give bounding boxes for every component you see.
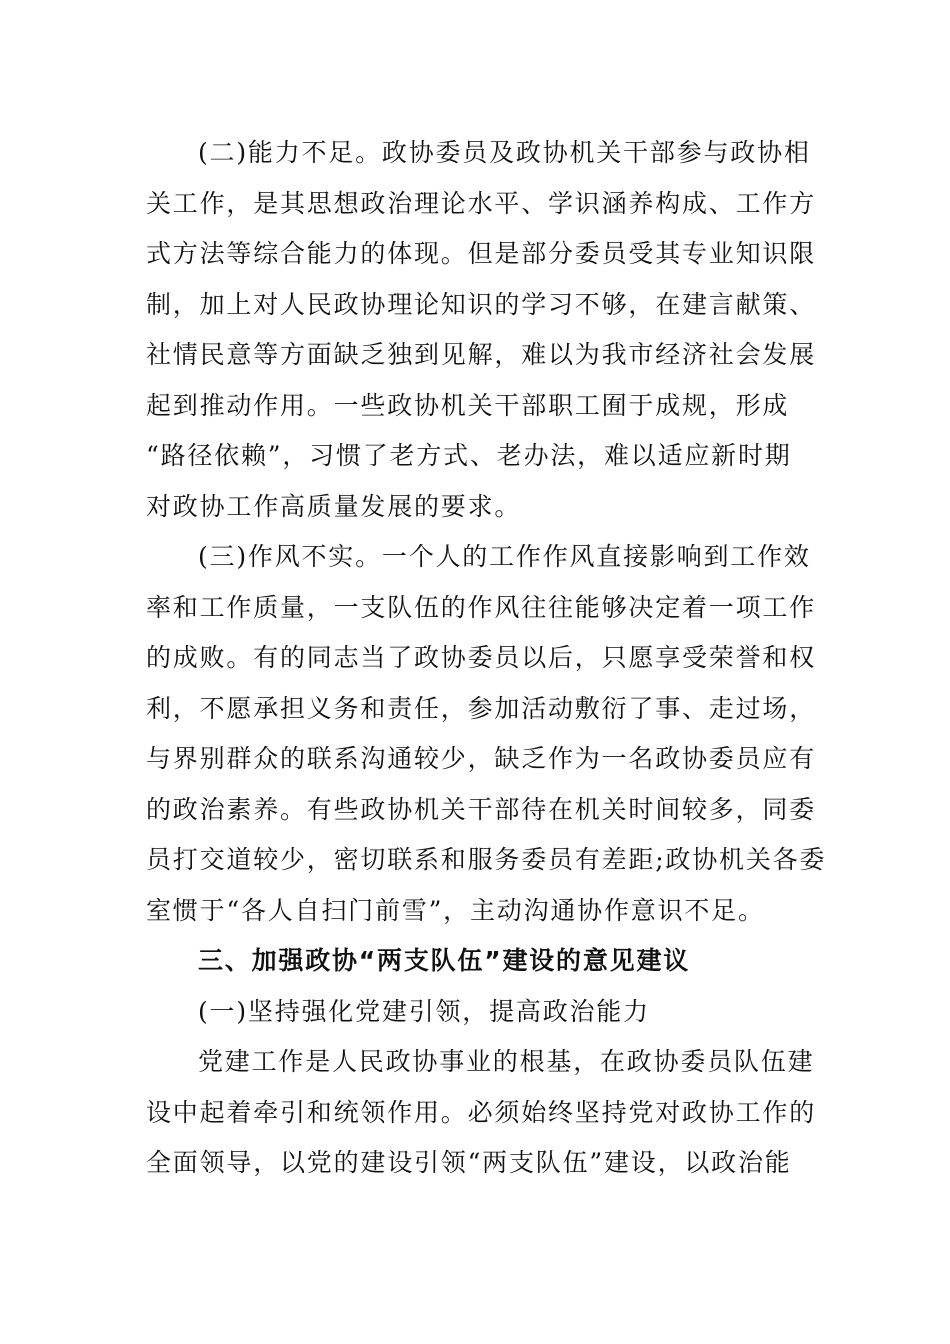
paragraph-line: 起到推动作用。一些政协机关干部职工囿于成规，形成 [146, 390, 790, 420]
paragraph-line: 率和工作质量，一支队伍的作风往往能够决定着一项工作 [146, 592, 817, 622]
paragraph-line: 与界别群众的联系沟通较少，缺乏作为一名政协委员应有 [146, 744, 817, 773]
paragraph-line: 的成败。有的同志当了政协委员以后，只愿享受荣誉和权 [146, 643, 817, 672]
subsection-heading: (一)坚持强化党建引领，提高政治能力 [198, 996, 650, 1026]
paragraph-line: 制，加上对人民政协理论知识的学习不够，在建言献策、 [146, 289, 817, 319]
document-body [146, 128, 827, 1189]
paragraph-line: 党建工作是人民政协事业的根基，在政协委员队伍建 [198, 1047, 815, 1076]
paragraph-line: “路径依赖”，习惯了老方式、老办法，难以适应新时期 [146, 441, 792, 470]
paragraph-line: 关工作，是其思想政治理论水平、学识涵养构成、工作方 [146, 188, 817, 218]
paragraph-line: 社情民意等方面缺乏独到见解，难以为我市经济社会发展 [146, 340, 817, 369]
paragraph-line: 全面领导，以党的建设引领“两支队伍”建设，以政治能 [146, 1148, 792, 1177]
paragraph-line: (三)作风不实。一个人的工作作风直接影响到工作效 [198, 542, 811, 571]
paragraph-line: 的政治素养。有些政协机关干部待在机关时间较多，同委 [146, 794, 817, 824]
paragraph-line: 式方法等综合能力的体现。但是部分委员受其专业知识限 [146, 239, 817, 268]
paragraph-line: 对政协工作高质量发展的要求。 [146, 491, 522, 521]
section-heading: 三、加强政协“两支队伍”建设的意见建议 [198, 946, 691, 975]
paragraph-line: (二)能力不足。政协委员及政协机关干部参与政协相 [198, 138, 811, 167]
paragraph-line: 室惯于“各人自扫门前雪”，主动沟通协作意识不足。 [146, 895, 765, 925]
paragraph-line: 利，不愿承担义务和责任，参加活动敷衍了事、走过场， [146, 693, 817, 723]
paragraph-line: 员打交道较少，密切联系和服务委员有差距;政协机关各委 [146, 845, 827, 874]
paragraph-line: 设中起着牵引和统领作用。必须始终坚持党对政协工作的 [146, 1097, 817, 1127]
